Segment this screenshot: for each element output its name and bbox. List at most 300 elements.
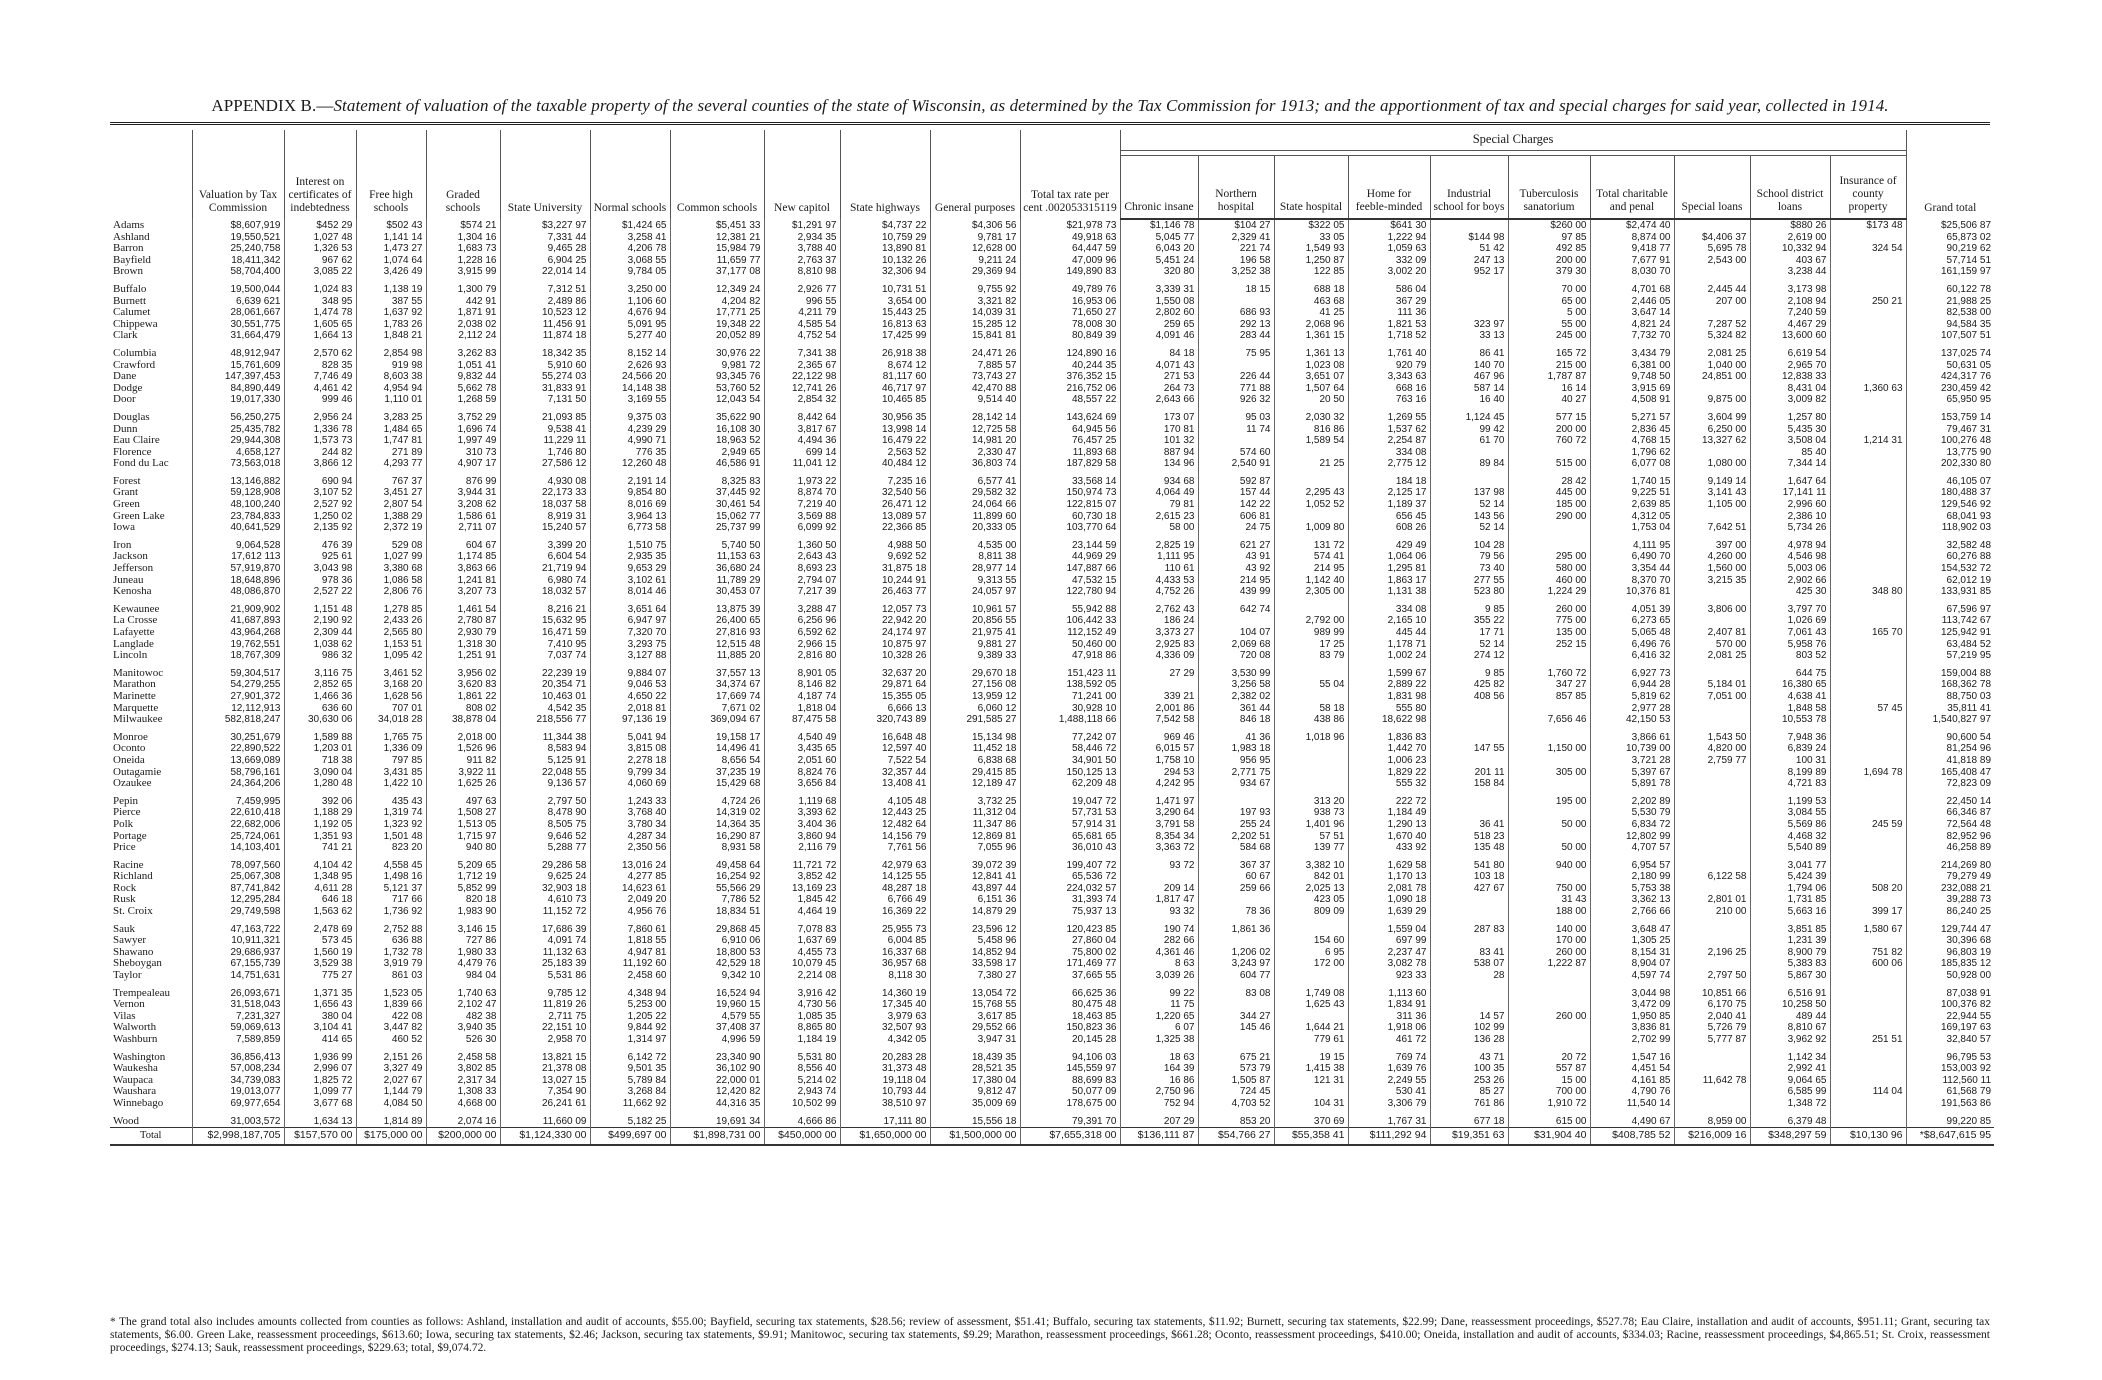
table-cell: 1,997 49 (426, 435, 500, 447)
table-cell (1830, 522, 1906, 534)
table-cell: 8,674 12 (840, 360, 930, 372)
table-cell: 4,287 34 (590, 831, 670, 843)
table-cell: 1,080 00 (1674, 458, 1750, 470)
table-cell: 6,604 54 (500, 551, 590, 563)
county-name: Rock (113, 882, 137, 894)
table-cell: 195 00 (1508, 796, 1590, 808)
table-cell: 14,751,631 (192, 970, 284, 982)
table-cell: 10,875 97 (840, 639, 930, 651)
table-cell: 435 43 (356, 796, 426, 808)
header-normal: Normal schools (590, 130, 670, 219)
table-cell: 5,789 84 (590, 1075, 670, 1087)
table-cell: 6,151 36 (930, 894, 1020, 906)
table-cell: 25,240,758 (192, 243, 284, 255)
table-cell: 55,942 88 (1020, 604, 1120, 616)
table-cell: 4,611 28 (284, 883, 356, 895)
table-cell (1830, 330, 1906, 342)
table-cell: 79,279 49 (1906, 871, 1994, 883)
table-cell: 8,810 67 (1750, 1022, 1830, 1034)
table-cell: 94,584 35 (1906, 319, 1994, 331)
table-cell (1198, 296, 1274, 308)
table-cell: 140 70 (1430, 360, 1508, 372)
table-cell: 760 72 (1508, 435, 1590, 447)
table-row (110, 935, 1994, 947)
table-cell: 379 30 (1508, 266, 1590, 278)
table-cell: 17,141 11 (1750, 487, 1830, 499)
table-cell: 24,364,206 (192, 778, 284, 790)
table-cell: 4,064 49 (1120, 487, 1198, 499)
table-cell: 2,151 26 (356, 1052, 426, 1064)
table-cell: 5,277 40 (590, 330, 670, 342)
table-cell: 131 72 (1274, 540, 1348, 552)
table-cell: 20,052 89 (670, 330, 764, 342)
table-cell: 24,174 97 (840, 627, 930, 639)
table-cell: 2,956 24 (284, 412, 356, 424)
table-cell: 1,732 78 (356, 947, 426, 959)
table-cell: 22,610,418 (192, 807, 284, 819)
table-cell: 6,273 65 (1590, 615, 1674, 627)
table-cell: 2,639 85 (1590, 499, 1674, 511)
table-cell: 84 18 (1120, 348, 1198, 360)
table-cell: $2,474 40 (1590, 219, 1674, 232)
table-cell: 3,041 77 (1750, 860, 1830, 872)
table-cell: 18,834 51 (670, 906, 764, 918)
table-cell: 2,196 25 (1674, 947, 1750, 959)
table-cell: 93 72 (1120, 860, 1198, 872)
table-cell: 1,753 04 (1590, 522, 1674, 534)
table-cell: 2,702 99 (1590, 1034, 1674, 1046)
table-cell: 5,184 01 (1674, 679, 1750, 691)
table-cell: 170 00 (1508, 935, 1590, 947)
table-cell: 3,863 66 (426, 563, 500, 575)
table-cell: 861 03 (356, 970, 426, 982)
table-cell: 1,639 29 (1348, 906, 1430, 918)
table-cell: 17,425 99 (840, 330, 930, 342)
table-cell: 752 94 (1120, 1098, 1198, 1110)
table-cell: 4,956 76 (590, 906, 670, 918)
table-cell: 3,068 55 (590, 255, 670, 267)
table-cell: 1,513 05 (426, 819, 500, 831)
table-cell: 9,149 14 (1674, 476, 1750, 488)
table-cell (1830, 266, 1906, 278)
table-cell: 12,112,913 (192, 703, 284, 715)
table-cell: 22,942 20 (840, 615, 930, 627)
table-cell: 90,219 62 (1906, 243, 1994, 255)
table-cell: 1,508 27 (426, 807, 500, 819)
table-row (110, 360, 1994, 372)
table-cell: 4,464 19 (764, 906, 840, 918)
total-cell: $348,297 59 (1750, 1128, 1830, 1146)
table-cell: 13,669,089 (192, 755, 284, 767)
table-cell: 47,918 86 (1020, 650, 1120, 662)
table-row (110, 330, 1994, 342)
table-cell: 438 86 (1274, 714, 1348, 726)
table-cell: $502 43 (356, 219, 426, 232)
table-cell: 3,380 68 (356, 563, 426, 575)
table-cell: 73 40 (1430, 563, 1508, 575)
table-cell: 1,760 72 (1508, 668, 1590, 680)
table-cell: 2,643 66 (1120, 394, 1198, 406)
table-cell: 10,523 12 (500, 307, 590, 319)
footnote: * The grand total also includes amounts collected from counties as follows: Ashland, installation and audit of accounts, $55.00; Bayfield, securing tax statements, $28.56; review of assessment, $51.41; Buffalo, securing tax statements, $11.92; Burnett, securing tax statements, $22.99; Dane, reassessment proceedings, $527.78; Eau Claire, installation and audit of accounts, $951.11; Grant, securing tax statements, $6.00. Green Lake, reassessment proceedings, $613.60; Iowa, securing tax statements, $2.46; Jackson, securing tax statements, $9.91; Manitowoc, securing tax statements, $9.29; Marathon, reassessment proceedings, $661.28; Oconto, reassessment proceedings, $410.00; Oneida, installation and audit of accounts, $334.03; Racine, reassessment proceedings, $4,865.51; St. Croix, reassessment proceedings, $274.13; Sauk, reassessment proceedings, $229.63; total, $9,074.72. (110, 1316, 1990, 1354)
table-cell: 697 99 (1348, 935, 1430, 947)
table-cell: 1,767 31 (1348, 1116, 1430, 1128)
table-row (110, 1011, 1994, 1023)
table-cell: 137,025 74 (1906, 348, 1994, 360)
table-cell: 1,295 81 (1348, 563, 1430, 575)
table-cell: 41,687,893 (192, 615, 284, 627)
table-cell: $322 05 (1274, 219, 1348, 232)
table-cell: 10,911,321 (192, 935, 284, 947)
table-cell: 6,639 621 (192, 296, 284, 308)
table-cell: 84,890,449 (192, 383, 284, 395)
table-cell: 989 99 (1274, 627, 1348, 639)
table-cell: 16,380 65 (1750, 679, 1830, 691)
table-cell: 3,102 61 (590, 575, 670, 587)
table-cell (1830, 360, 1906, 372)
table-cell: 32,903 18 (500, 883, 590, 895)
table-cell: 3,434 79 (1590, 348, 1674, 360)
table-cell: 61,568 79 (1906, 1086, 1994, 1098)
table-cell: 403 67 (1750, 255, 1830, 267)
table-cell: 2,254 87 (1348, 435, 1430, 447)
table-cell (1674, 1086, 1750, 1098)
table-cell: 763 16 (1348, 394, 1430, 406)
table-cell: 1,731 85 (1750, 894, 1830, 906)
table-cell: 3,651 07 (1274, 371, 1348, 383)
table-cell: 1,059 63 (1348, 243, 1430, 255)
table-cell: 8,583 94 (500, 743, 590, 755)
table-cell: 6,099 92 (764, 522, 840, 534)
table-cell: 3,529 38 (284, 958, 356, 970)
table-cell: 11,229 11 (500, 435, 590, 447)
table-cell: 149,890 83 (1020, 266, 1120, 278)
table-cell: 104 31 (1274, 1098, 1348, 1110)
table-cell: 36,010 43 (1020, 842, 1120, 854)
table-cell: 6,015 57 (1120, 743, 1198, 755)
table-cell: 3,431 85 (356, 767, 426, 779)
table-row (110, 1063, 1994, 1075)
table-cell: 6,910 06 (670, 935, 764, 947)
county-name: Jefferson (113, 563, 154, 575)
table-cell: 1,325 38 (1120, 1034, 1198, 1046)
table-cell: 3,947 31 (930, 1034, 1020, 1046)
table-cell (1674, 883, 1750, 895)
table-cell: 6,250 00 (1674, 424, 1750, 436)
table-cell: 57,731 53 (1020, 807, 1120, 819)
county-name: Dodge (113, 382, 143, 394)
table-cell: 76,457 25 (1020, 435, 1120, 447)
table-cell: 367 37 (1198, 860, 1274, 872)
table-cell: 573 45 (284, 935, 356, 947)
county-name: Barron (113, 243, 144, 255)
table-cell: 5,065 48 (1590, 627, 1674, 639)
table-cell (1830, 1098, 1906, 1110)
table-cell: 75 95 (1198, 348, 1274, 360)
table-cell: 1,863 17 (1348, 575, 1430, 587)
table-cell: 48,086,870 (192, 586, 284, 598)
table-cell: 29,871 64 (840, 679, 930, 691)
table-cell: 1,214 31 (1830, 435, 1906, 447)
table-cell: 592 87 (1198, 476, 1274, 488)
table-cell (1274, 511, 1348, 523)
table-cell: 700 00 (1508, 1086, 1590, 1098)
county-name: Iron (113, 539, 132, 551)
table-cell: 27,901,372 (192, 691, 284, 703)
table-cell: 180,488 37 (1906, 487, 1994, 499)
table-cell: 424,317 76 (1906, 371, 1994, 383)
table-row (110, 796, 1994, 808)
table-cell: 1,758 10 (1120, 755, 1198, 767)
table-cell: 40,484 12 (840, 458, 930, 470)
table-cell: 911 82 (426, 755, 500, 767)
county-name: Trempealeau (113, 987, 171, 999)
table-cell: 3,866 61 (1590, 732, 1674, 744)
table-cell: 526 30 (426, 1034, 500, 1046)
table-cell: 121 31 (1274, 1075, 1348, 1087)
table-cell: 1,634 13 (284, 1116, 356, 1128)
table-cell: 3,262 83 (426, 348, 500, 360)
table-cell: 6,592 62 (764, 627, 840, 639)
table-cell: 1,560 19 (284, 947, 356, 959)
table-cell: 776 35 (590, 447, 670, 459)
table-cell (1830, 232, 1906, 244)
table-cell: 9,784 05 (590, 266, 670, 278)
table-cell: 7,642 51 (1674, 522, 1750, 534)
table-cell: 587 14 (1430, 383, 1508, 395)
table-cell: 39,288 73 (1906, 894, 1994, 906)
table-cell: 21,719 94 (500, 563, 590, 575)
table-cell: 3,721 28 (1590, 755, 1674, 767)
table-cell: 214,269 80 (1906, 860, 1994, 872)
table-cell: 940 80 (426, 842, 500, 854)
table-cell: 463 68 (1274, 296, 1348, 308)
header-interest: Interest on certificates of indebtedness (284, 130, 356, 219)
table-cell: 2,996 60 (1750, 499, 1830, 511)
table-cell: 1,589 54 (1274, 435, 1348, 447)
table-cell: 6,170 75 (1674, 999, 1750, 1011)
header-school-loans: School district loans (1750, 156, 1830, 220)
table-cell: 1,224 29 (1508, 586, 1590, 598)
table-row (110, 650, 1994, 662)
table-cell: 3,617 85 (930, 1011, 1020, 1023)
table-cell: 8,431 04 (1750, 383, 1830, 395)
table-cell: 10,759 29 (840, 232, 930, 244)
table-cell: 103,770 64 (1020, 522, 1120, 534)
table-cell: 3,569 88 (764, 511, 840, 523)
table-cell: 25,435,782 (192, 424, 284, 436)
table-cell (1830, 970, 1906, 982)
table-cell: 4,104 42 (284, 860, 356, 872)
table-cell: 3,363 72 (1120, 842, 1198, 854)
table-cell: 3,604 99 (1674, 412, 1750, 424)
table-row (110, 924, 1994, 936)
table-cell: 2,925 83 (1120, 639, 1198, 651)
table-cell: 100,276 48 (1906, 435, 1994, 447)
table-cell (1830, 894, 1906, 906)
table-cell: 4,494 36 (764, 435, 840, 447)
table-cell: 7,671 02 (670, 703, 764, 715)
county-name: Waushara (113, 1086, 157, 1098)
table-cell: 30,396 68 (1906, 935, 1994, 947)
table-cell: 19,550,521 (192, 232, 284, 244)
county-name: Chippewa (113, 318, 158, 330)
table-cell (1430, 284, 1508, 296)
table-cell: 582,818,247 (192, 714, 284, 726)
county-name: Brown (113, 266, 143, 278)
table-cell: 1,871 91 (426, 307, 500, 319)
table-cell: 573 79 (1198, 1063, 1274, 1075)
table-cell: 996 55 (764, 296, 840, 308)
table-cell: 4,260 00 (1674, 551, 1750, 563)
table-cell: 27,586 12 (500, 458, 590, 470)
table-cell: 5,734 26 (1750, 522, 1830, 534)
table-cell: 1,825 72 (284, 1075, 356, 1087)
table-cell: 2,836 45 (1590, 424, 1674, 436)
table-cell: 4,204 82 (670, 296, 764, 308)
table-cell: 4,703 52 (1198, 1098, 1274, 1110)
table-cell: 73,743 27 (930, 371, 1020, 383)
county-name: Milwaukee (113, 714, 163, 726)
table-cell: 60,122 78 (1906, 284, 1994, 296)
table-cell: 143,624 69 (1020, 412, 1120, 424)
table-cell: 586 04 (1348, 284, 1430, 296)
table-row (110, 458, 1994, 470)
table-cell: 367 29 (1348, 296, 1430, 308)
table-cell: 1,973 22 (764, 476, 840, 488)
table-cell: 2,934 35 (764, 232, 840, 244)
table-cell: 28,142 14 (930, 412, 1020, 424)
table-cell: 133,931 85 (1906, 586, 1994, 598)
table-cell: 529 08 (356, 540, 426, 552)
table-cell: 1,510 75 (590, 540, 670, 552)
table-cell: 3,002 20 (1348, 266, 1430, 278)
table-cell: 16,254 92 (670, 871, 764, 883)
table-cell: 113,742 67 (1906, 615, 1994, 627)
table-cell: 8,014 46 (590, 586, 670, 598)
table-cell: 150,125 13 (1020, 767, 1120, 779)
table-cell (1198, 796, 1274, 808)
table-cell: 24,851 00 (1674, 371, 1750, 383)
table-cell (1830, 860, 1906, 872)
table-cell: 3,780 34 (590, 819, 670, 831)
table-cell: 467 96 (1430, 371, 1508, 383)
table-cell: 4,091 46 (1120, 330, 1198, 342)
table-cell: 1,817 47 (1120, 894, 1198, 906)
table-cell (1674, 447, 1750, 459)
table-cell: 7,331 44 (500, 232, 590, 244)
table-cell: 4,658,127 (192, 447, 284, 459)
table-cell: 986 32 (284, 650, 356, 662)
county-name: Buffalo (113, 283, 147, 295)
table-cell: 2,977 28 (1590, 703, 1674, 715)
table-cell: 18 63 (1120, 1052, 1198, 1064)
table-cell: 1,501 48 (356, 831, 426, 843)
table-cell: 4,091 74 (500, 935, 590, 947)
table-cell: 2,619 00 (1750, 232, 1830, 244)
table-cell: 1,106 60 (590, 296, 670, 308)
appendix-label: APPENDIX B.— (211, 96, 334, 115)
table-cell: 3,116 75 (284, 668, 356, 680)
county-name: Marathon (113, 679, 156, 691)
total-cell: $1,650,000 00 (840, 1128, 930, 1146)
table-cell: 2,081 25 (1674, 348, 1750, 360)
table-cell: 1,151 48 (284, 604, 356, 616)
table-cell: 15,355 05 (840, 691, 930, 703)
header-county (110, 130, 192, 219)
table-cell: 10,463 01 (500, 691, 590, 703)
table-cell: 11,456 91 (500, 319, 590, 331)
table-cell: 1,656 43 (284, 999, 356, 1011)
table-cell: 86,240 25 (1906, 906, 1994, 918)
table-cell: 9 85 (1430, 604, 1508, 616)
table-cell: 43 92 (1198, 563, 1274, 575)
table-cell: 135 48 (1430, 842, 1508, 854)
table-cell: 26,918 38 (840, 348, 930, 360)
table-cell: 232,088 21 (1906, 883, 1994, 895)
table-cell: 1,052 52 (1274, 499, 1348, 511)
table-cell: 7,656 46 (1508, 714, 1590, 726)
table-cell: 191,563 86 (1906, 1098, 1994, 1110)
table-cell: 1,153 51 (356, 639, 426, 651)
table-cell (1830, 458, 1906, 470)
table-cell: 1,461 54 (426, 604, 500, 616)
county-name: Manitowoc (113, 667, 164, 679)
table-cell: 1,026 69 (1750, 615, 1830, 627)
table-cell: 215 00 (1508, 360, 1590, 372)
table-cell: 1,637 69 (764, 935, 840, 947)
table-row (110, 703, 1994, 715)
table-cell: 157 44 (1198, 487, 1274, 499)
table-cell: 11,659 77 (670, 255, 764, 267)
table-cell (1830, 935, 1906, 947)
table-cell: 1,718 52 (1348, 330, 1430, 342)
table-cell: 3,339 31 (1120, 284, 1198, 296)
table-cell: 1,278 85 (356, 604, 426, 616)
table-cell: 67,155,739 (192, 958, 284, 970)
table-cell: 1,848 21 (356, 330, 426, 342)
table-cell: 1,625 43 (1274, 999, 1348, 1011)
table-cell: 85 27 (1430, 1086, 1508, 1098)
table-cell: 14,879 29 (930, 906, 1020, 918)
table-cell: 718 38 (284, 755, 356, 767)
table-cell: 251 51 (1830, 1034, 1906, 1046)
table-cell: 15,429 68 (670, 778, 764, 790)
table-cell: 5,958 76 (1750, 639, 1830, 651)
table-cell: 3,922 11 (426, 767, 500, 779)
table-cell: 8,865 80 (764, 1022, 840, 1034)
table-cell: 699 14 (764, 447, 840, 459)
table-cell: 3,979 63 (840, 1011, 930, 1023)
table-cell: 22,048 55 (500, 767, 590, 779)
table-cell: 13,027 15 (500, 1075, 590, 1087)
table-cell: 17,669 74 (670, 691, 764, 703)
table-cell (1674, 1052, 1750, 1064)
table-cell: 11,452 18 (930, 743, 1020, 755)
table-cell: 6,490 70 (1590, 551, 1674, 563)
table-cell: 3,169 55 (590, 394, 670, 406)
table-cell: 2,365 67 (764, 360, 840, 372)
table-cell: 1,861 22 (426, 691, 500, 703)
table-cell: 13,146,882 (192, 476, 284, 488)
table-cell: 557 87 (1508, 1063, 1590, 1075)
table-cell: 6,416 32 (1590, 650, 1674, 662)
table-cell: 16,524 94 (670, 988, 764, 1000)
table-cell: 1,918 06 (1348, 1022, 1430, 1034)
table-cell: 22,014 14 (500, 266, 590, 278)
table-cell (1830, 348, 1906, 360)
table-cell: 274 12 (1430, 650, 1508, 662)
